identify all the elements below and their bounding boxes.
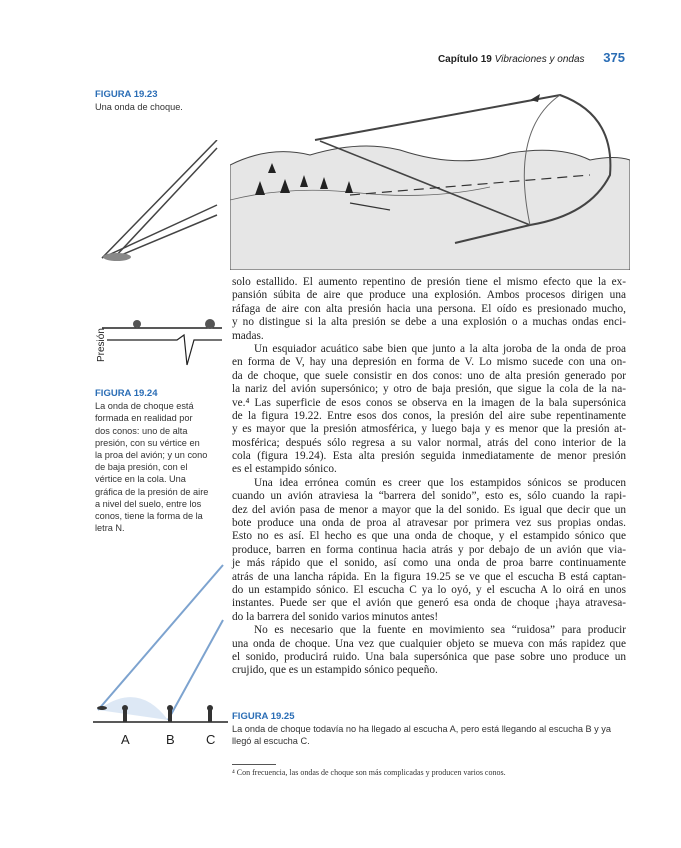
paragraph: [232, 624, 626, 678]
text-line: dez del avión pasa de menor a mayor que la del sonido. Es igual que decir que un: [232, 503, 626, 516]
running-header: [438, 50, 625, 65]
text-line: Una idea errónea común es creer que los estampidos sónicos se producen: [254, 476, 626, 489]
paragraph: [232, 343, 626, 477]
caption-line: presión, con su vértice en: [95, 437, 200, 448]
figure-19-23-illustration: [230, 75, 630, 270]
text-line: madas.: [232, 329, 264, 342]
footnote-rule: [232, 764, 276, 765]
figure-19-25-illustration: [88, 560, 233, 750]
text-line: do la barrera del sonido varios minutos antes!: [232, 610, 439, 623]
chapter-number: Capítulo 19: [437, 54, 492, 65]
text-line: cola (figura 19.24). Esta alta presión seguida inmediatamente de menor presión: [232, 450, 626, 463]
paragraph: [232, 477, 626, 624]
text-line: de la figura 19.22. Entre esos dos conos, la presión del aire sube repentinamente: [232, 409, 626, 422]
text-line: es el estampido sónico.: [232, 463, 337, 476]
figure-19-24-illustration: [92, 140, 227, 375]
text-line: No es necesario que la fuente en movimiento sea “ruidosa” para producir: [254, 624, 626, 637]
caption-line: gráfica de la presión de aire: [95, 486, 209, 497]
caption-line: conos, tiene la forma de la: [95, 511, 203, 522]
caption-line: llegó al escucha C.: [232, 736, 310, 747]
caption-line: de baja presión, con el: [95, 462, 188, 473]
caption-line: dos conos: uno de alta: [95, 425, 188, 436]
text-line: pansión súbita de aire que produce una explosión. Ambos procesos dirigen una: [232, 289, 626, 302]
text-line: bote produce una onda de proa al atravesar por primera vez sus propias ondas.: [232, 517, 626, 530]
paragraph: [232, 276, 626, 343]
text-line: ráfaga de aire con alta presión hacia una persona. El oído es presionado mucho,: [232, 302, 626, 315]
caption-line: letra N.: [95, 523, 125, 534]
text-line: je más rápido que el sonido, así como una onda de proa barre continuamente: [232, 557, 626, 570]
figure-19-24-caption: [95, 388, 208, 534]
text-line: crujido, que es un estampido sónico pequeño.: [232, 664, 438, 677]
listener-label-a: A: [121, 732, 130, 747]
caption-line: a nivel del suelo, entre los: [95, 498, 202, 509]
text-line: solo estallido. El aumento repentino de presión tiene el mismo efecto que la ex-: [232, 276, 626, 288]
pressure-axis-label: Presión: [96, 328, 107, 362]
caption-line: vértice en la cola. Una: [95, 474, 186, 485]
text-line: el sonido, producirá ruido. Una bala supersónica que pase sobre uno produce un: [232, 650, 626, 663]
text-line: da de choque, que suele consistir en dos conos: uno de alta presión generado por: [232, 369, 626, 382]
text-line: do un estampido sónico. El escucha C ya lo oyó, y el escucha A lo oirá en unos: [232, 583, 626, 596]
text-line: Un esquiador acuático sabe bien que junto a la alta joroba de la onda de proa: [254, 342, 626, 355]
text-line: la nariz del avión supersónico; y otro de baja presión, que sigue la cola de la na-: [232, 383, 626, 396]
text-line: instantes. Puede ser que el avión que generó esa onda de choque ¡haya atravesa-: [232, 597, 626, 610]
page-number: 375: [603, 50, 625, 65]
text-line: y no distingue si la alta presión se debe a una explosión o a muchas ondas enci-: [232, 316, 626, 329]
text-line: y es mayor que la presión atmosférica, y luego baja y es menor que la presión at-: [232, 423, 626, 436]
caption-line: la proa del avión; y un cono: [95, 450, 208, 461]
listener-label-c: C: [206, 732, 216, 747]
caption-text: Una onda de choque.: [95, 102, 183, 113]
caption-line: formada en realidad por: [95, 413, 193, 424]
text-line: en forma de V, hay una depresión en forma de V. Lo mismo sucede con una on-: [232, 356, 626, 369]
text-line: cuando un avión atraviesa la “barrera del sonido”, esto es, sólo cuando la rapi-: [232, 490, 626, 503]
body-text: [232, 276, 626, 678]
figure-19-23-caption: [95, 89, 183, 113]
caption-line: La onda de choque todavía no ha llegado al escucha A, pero está llegando al escucha B y ya: [232, 724, 612, 735]
text-line: ve.⁴ Las superficie de esos conos se observa en la imagen de la bala supersónica: [232, 396, 626, 409]
chapter-title: Vibraciones y ondas: [494, 54, 585, 65]
footnote: ⁴ Con frecuencia, las ondas de choque son más complicadas y producen varios conos.: [232, 768, 506, 777]
text-line: produce, barren en forma continua hacia atrás y por debajo de un avión que via-: [232, 543, 626, 556]
figure-title: FIGURA 19.25: [232, 711, 295, 722]
caption-line: La onda de choque está: [95, 401, 194, 412]
listener-label-b: B: [166, 732, 175, 747]
text-line: Esto no es así. El hecho es que una onda de choque, y el estampido sónico que: [232, 530, 626, 543]
text-line: una onda de choque. Una vez que cualquier objeto se mueva con más rapidez que: [232, 637, 626, 650]
figure-title: FIGURA 19.23: [95, 89, 158, 100]
figure-19-25-caption: [232, 711, 632, 748]
text-line: mosférica; después sólo regresa a su valor normal, atrás del cono interior de la: [232, 436, 626, 449]
text-line: atrás de una lancha rápida. En la figura 19.25 se ve que el escucha B está captan-: [232, 570, 626, 583]
figure-title: FIGURA 19.24: [95, 388, 158, 399]
